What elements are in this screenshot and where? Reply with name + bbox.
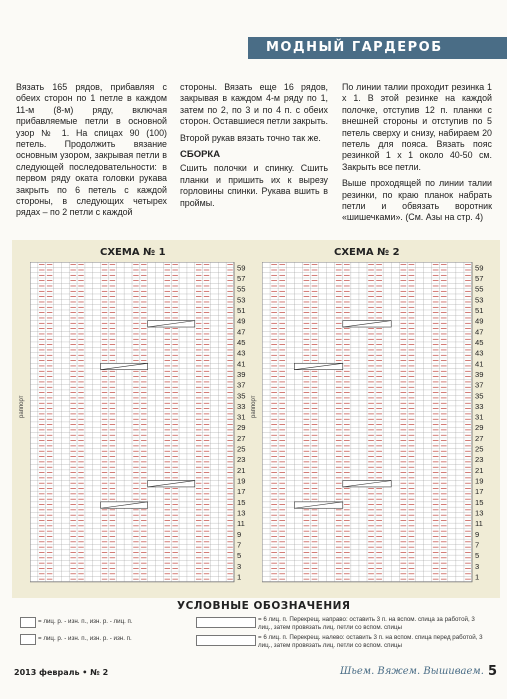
row-label: 37 [237, 380, 246, 390]
legend-item: = 6 лиц. п. Перекрещ. налево: оставить 3 п. на вспом. спица перед работой, 3 лиц., затем провязать лиц. петли со вспом. спицы [258, 634, 483, 649]
row-label: 27 [237, 433, 246, 443]
row-label: 13 [475, 508, 484, 518]
paragraph: Вязать 165 рядов, прибавляя с обеих сторон по 1 петле в каждом 11-м (8-м) ряду, включая прибавляемые петли в основной узор № 1. На спицах 90 (100) петель. Продолжить вязание основным узором, закрывая петли в следующей последовательности: в первом ряду оката головки рукава закрыть по 6 петель с каждой стороны, в следующих четырех рядах – по 2 петли с каждой [16, 82, 167, 218]
row-label: 19 [237, 476, 246, 486]
legend-symbol [20, 634, 36, 645]
row-label: 15 [475, 497, 484, 507]
article-column-3 [342, 82, 492, 229]
row-label: 19 [475, 476, 484, 486]
section-header [248, 37, 507, 59]
row-label: 55 [237, 284, 246, 294]
row-label: 59 [237, 263, 246, 273]
row-label: 7 [475, 540, 480, 550]
legend-symbol [196, 635, 256, 646]
row-label: 17 [237, 487, 246, 497]
rapport-label: раппорт [19, 395, 25, 418]
row-label: 47 [237, 327, 246, 337]
legend-symbol [196, 617, 256, 628]
row-label: 35 [475, 391, 484, 401]
row-label: 27 [475, 433, 484, 443]
page-number: 5 [488, 664, 498, 679]
article-column-2 [180, 82, 328, 214]
article-column-1 [16, 82, 167, 224]
row-label: 53 [475, 295, 484, 305]
paragraph: стороны. Вязать еще 16 рядов, закрывая в каждом 4-м ряду по 1, затем по 2, по 3 и по 4 п. с обеих сторон. Оставшиеся петли закрыть. [180, 82, 328, 127]
row-label: 43 [475, 348, 484, 358]
row-label: 43 [237, 348, 246, 358]
footer-slogan: Шьем. Вяжем. Вышиваем. [340, 666, 484, 677]
row-label: 35 [237, 391, 246, 401]
row-label: 33 [475, 401, 484, 411]
row-label: 25 [475, 444, 484, 454]
row-label: 11 [237, 519, 245, 529]
row-label: 39 [475, 369, 484, 379]
row-label: 5 [237, 551, 242, 561]
row-label: 49 [475, 316, 484, 326]
row-label: 51 [237, 305, 246, 315]
row-label: 1 [475, 572, 480, 582]
row-label: 45 [475, 337, 484, 347]
row-label: 39 [237, 369, 246, 379]
row-label: 7 [237, 540, 242, 550]
row-label: 41 [475, 359, 484, 369]
row-label: 9 [475, 529, 480, 539]
row-label: 51 [475, 305, 484, 315]
row-label: 55 [475, 284, 484, 294]
row-label: 47 [475, 327, 484, 337]
paragraph: Выше проходящей по линии талии резинки, по краю планок набрать петли и обвязать воротник «шишечками». (См. Азы на стр. 4) [342, 178, 492, 223]
row-label: 15 [237, 497, 246, 507]
row-label: 23 [475, 455, 484, 465]
row-label: 3 [475, 561, 480, 571]
row-label: 3 [237, 561, 242, 571]
row-label: 57 [237, 273, 246, 283]
row-label: 31 [237, 412, 246, 422]
row-label: 5 [475, 551, 480, 561]
row-label: 49 [237, 316, 246, 326]
section-heading: СБОРКА [180, 149, 221, 161]
row-label: 25 [237, 444, 246, 454]
row-label: 53 [237, 295, 246, 305]
scheme-1-title: СХЕМА № 1 [100, 247, 166, 258]
row-label: 21 [475, 465, 484, 475]
issue-info: 2013 февраль • № 2 [14, 668, 109, 677]
paragraph: Второй рукав вязать точно так же. [180, 132, 321, 143]
row-label: 1 [237, 572, 242, 582]
row-label: 29 [237, 423, 246, 433]
row-label: 59 [475, 263, 484, 273]
row-label: 37 [475, 380, 484, 390]
row-label: 29 [475, 423, 484, 433]
row-label: 23 [237, 455, 246, 465]
knitting-chart-2 [262, 262, 500, 584]
row-label: 31 [475, 412, 484, 422]
rapport-label: раппорт [251, 395, 257, 418]
scheme-2-title: СХЕМА № 2 [334, 247, 400, 258]
row-label: 17 [475, 487, 484, 497]
row-label: 11 [475, 519, 483, 529]
section-title: МОДНЫЙ ГАРДЕРОБ [266, 40, 443, 55]
legend-title: УСЛОВНЫЕ ОБОЗНАЧЕНИЯ [177, 600, 351, 612]
legend-item: = лиц. р. - изн. п., изн. р. - изн. п. [38, 635, 132, 642]
paragraph: Сшить полочки и спинку. Сшить планки и пришить их к вырезу горловины спинки. Рукава вшить в проймы. [180, 163, 328, 208]
paragraph: По линии талии проходит резинка 1 x 1. В этой резинке на каждой полочке, отступив 12 п. планки с внешней стороны и отступив по 5 петель сверху и снизу, набираем 20 петель для пояса. Вязать пояс резинкой 1 x 1 около 40-50 см. Закрыть все петли. [342, 82, 492, 172]
row-label: 21 [237, 465, 246, 475]
row-label: 33 [237, 401, 246, 411]
row-label: 57 [475, 273, 484, 283]
legend-item: = 6 лиц. п. Перекрещ. направо: оставить 3 п. на вспом. спица за работой, 3 лиц., затем провязать лиц. петли со вспом. спицы [258, 616, 475, 631]
row-label: 45 [237, 337, 246, 347]
knitting-chart-1 [30, 262, 258, 584]
row-label: 41 [237, 359, 246, 369]
row-label: 9 [237, 529, 242, 539]
legend-item: = лиц. р. - изн. п., изн. р. - лиц. п. [38, 618, 133, 625]
legend-symbol [20, 617, 36, 628]
row-label: 13 [237, 508, 246, 518]
